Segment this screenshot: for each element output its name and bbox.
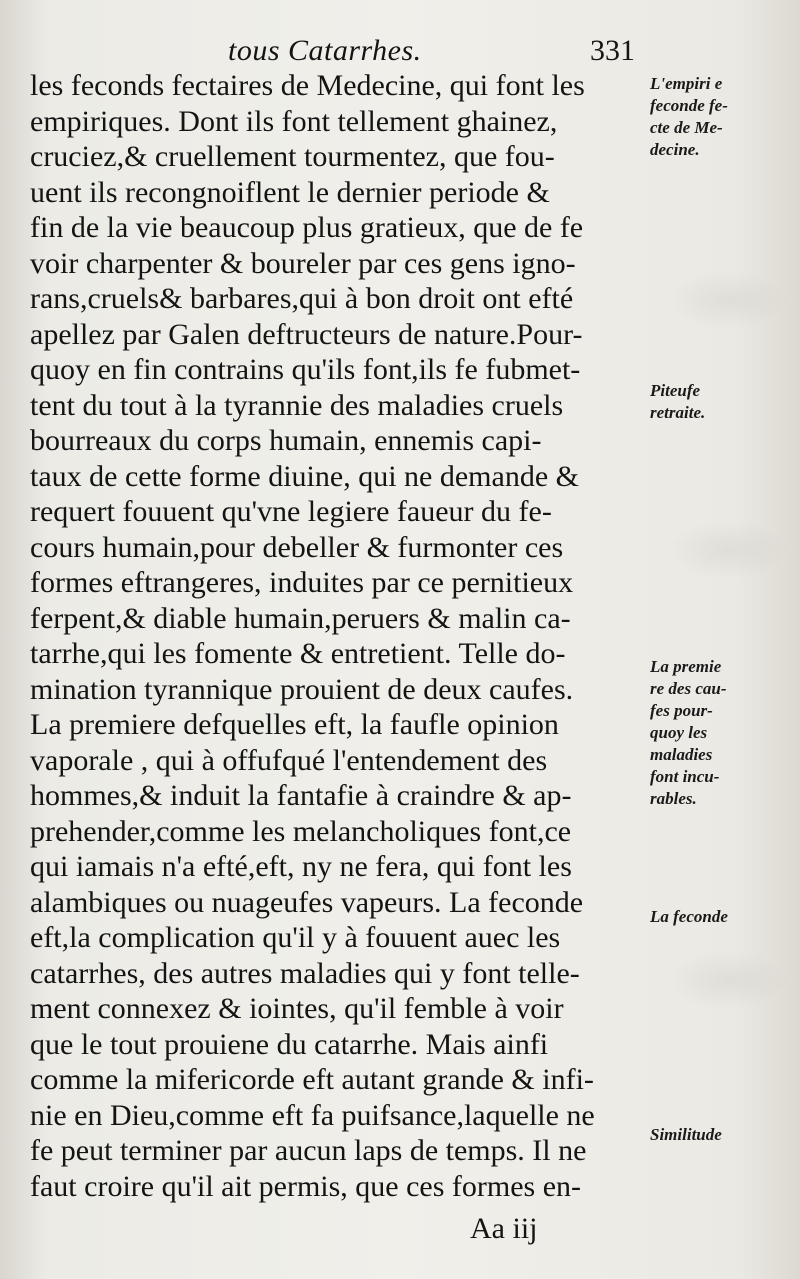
- body-text: [30, 68, 650, 1204]
- margin-note-line: La feconde: [650, 907, 728, 926]
- text-line: eft,la complication qu'il y à fouuent auec les: [30, 921, 561, 954]
- text-line: La premiere defquelles eft, la faufle opinion: [30, 708, 559, 741]
- margin-note-piteous-retreat: [650, 380, 800, 424]
- bleed-through-mark: [668, 520, 788, 580]
- margin-note-line: fes pour-: [650, 701, 713, 720]
- text-line: tarrhe,qui les fomente & entretient. Telle do-: [30, 637, 566, 670]
- text-line: ferpent,& diable humain,peruers & malin ca-: [30, 601, 571, 635]
- text-line: empiriques. Dont ils font tellement ghainez,: [30, 104, 558, 138]
- text-line: cours humain,pour debeller & furmonter ces: [30, 530, 564, 564]
- text-line: bourreaux du corps humain, ennemis capi-: [30, 424, 542, 457]
- bleed-through-mark: [668, 270, 788, 330]
- margin-note-line: La premie: [650, 657, 722, 676]
- margin-note-first-cause: [650, 656, 800, 810]
- text-line: nie en Dieu,comme eft fa puifsance,laquelle ne: [30, 1098, 595, 1132]
- margin-note-line: Similitude: [650, 1125, 722, 1144]
- margin-note-line: feconde fe-: [650, 96, 728, 115]
- text-line: fe peut terminer par aucun laps de temps. Il ne: [30, 1134, 587, 1167]
- signature-mark: Aa iij: [470, 1212, 538, 1245]
- text-line: fin de la vie beaucoup plus gratieux, que de fe: [30, 211, 584, 244]
- margin-note-empiric-sect: [650, 73, 800, 161]
- text-line: apellez par Galen deftructeurs de nature.Pour-: [30, 317, 583, 351]
- bleed-through-mark: [668, 950, 788, 1010]
- margin-note-line: quoy les: [650, 723, 708, 742]
- text-line: taux de cette forme diuine, qui ne demande &: [30, 459, 579, 493]
- text-line: catarrhes, des autres maladies qui y font telle-: [30, 956, 580, 990]
- text-line: rans,cruels& barbares,qui à bon droit ont efté: [30, 282, 574, 315]
- margin-note-line: cte de Me-: [650, 118, 723, 137]
- page-footer: [0, 1212, 800, 1262]
- margin-note-line: L'empiri e: [650, 74, 723, 93]
- margin-note-line: font incu-: [650, 767, 720, 786]
- text-line: hommes,& induit la fantafie à craindre & ap-: [30, 779, 572, 812]
- text-line: quoy en fin contrains qu'ils font,ils fe fubmet-: [30, 353, 581, 386]
- margin-note-simile: [650, 1124, 800, 1146]
- margin-note-line: Piteufe: [650, 381, 701, 400]
- text-line: mination tyrannique prouient de deux caufes.: [30, 672, 574, 706]
- margin-note-line: retraite.: [650, 403, 706, 422]
- text-line: cruciez,& cruellement tourmentez, que fou-: [30, 140, 555, 173]
- text-line: que le tout prouiene du catarrhe. Mais ainfi: [30, 1027, 549, 1061]
- text-line: requert fouuent qu'vne legiere faueur du fe-: [30, 495, 552, 528]
- text-line: faut croire qu'il ait permis, que ces formes en-: [30, 1169, 582, 1203]
- text-line: uent ils recongnoiflent le dernier periode &: [30, 175, 550, 209]
- margin-note-line: re des cau-: [650, 679, 727, 698]
- text-line: qui iamais n'a efté,eft, ny ne fera, qui font les: [30, 850, 572, 883]
- margin-note-line: maladies: [650, 745, 713, 764]
- text-line: formes eftrangeres, induites par ce pernitieux: [30, 566, 574, 599]
- page-number: 331: [590, 34, 635, 67]
- text-line: les feconds fectaires de Medecine, qui font les: [30, 69, 585, 102]
- text-line: tent du tout à la tyrannie des maladies cruels: [30, 388, 564, 422]
- text-line: ment connexez & iointes, qu'il femble à voir: [30, 992, 564, 1025]
- running-title: tous Catarrhes.: [228, 34, 422, 67]
- text-line: prehender,comme les melancholiques font,ce: [30, 814, 572, 848]
- margin-note-line: rables.: [650, 789, 697, 808]
- text-line: voir charpenter & boureler par ces gens igno-: [30, 246, 576, 280]
- margin-note-line: decine.: [650, 140, 700, 159]
- text-line: comme la mifericorde eft autant grande & infi-: [30, 1063, 594, 1096]
- text-line: vaporale , qui à offufqué l'entendement des: [30, 743, 548, 777]
- text-line: alambiques ou nuageufes vapeurs. La feconde: [30, 885, 584, 919]
- margin-note-second-cause: [650, 906, 800, 928]
